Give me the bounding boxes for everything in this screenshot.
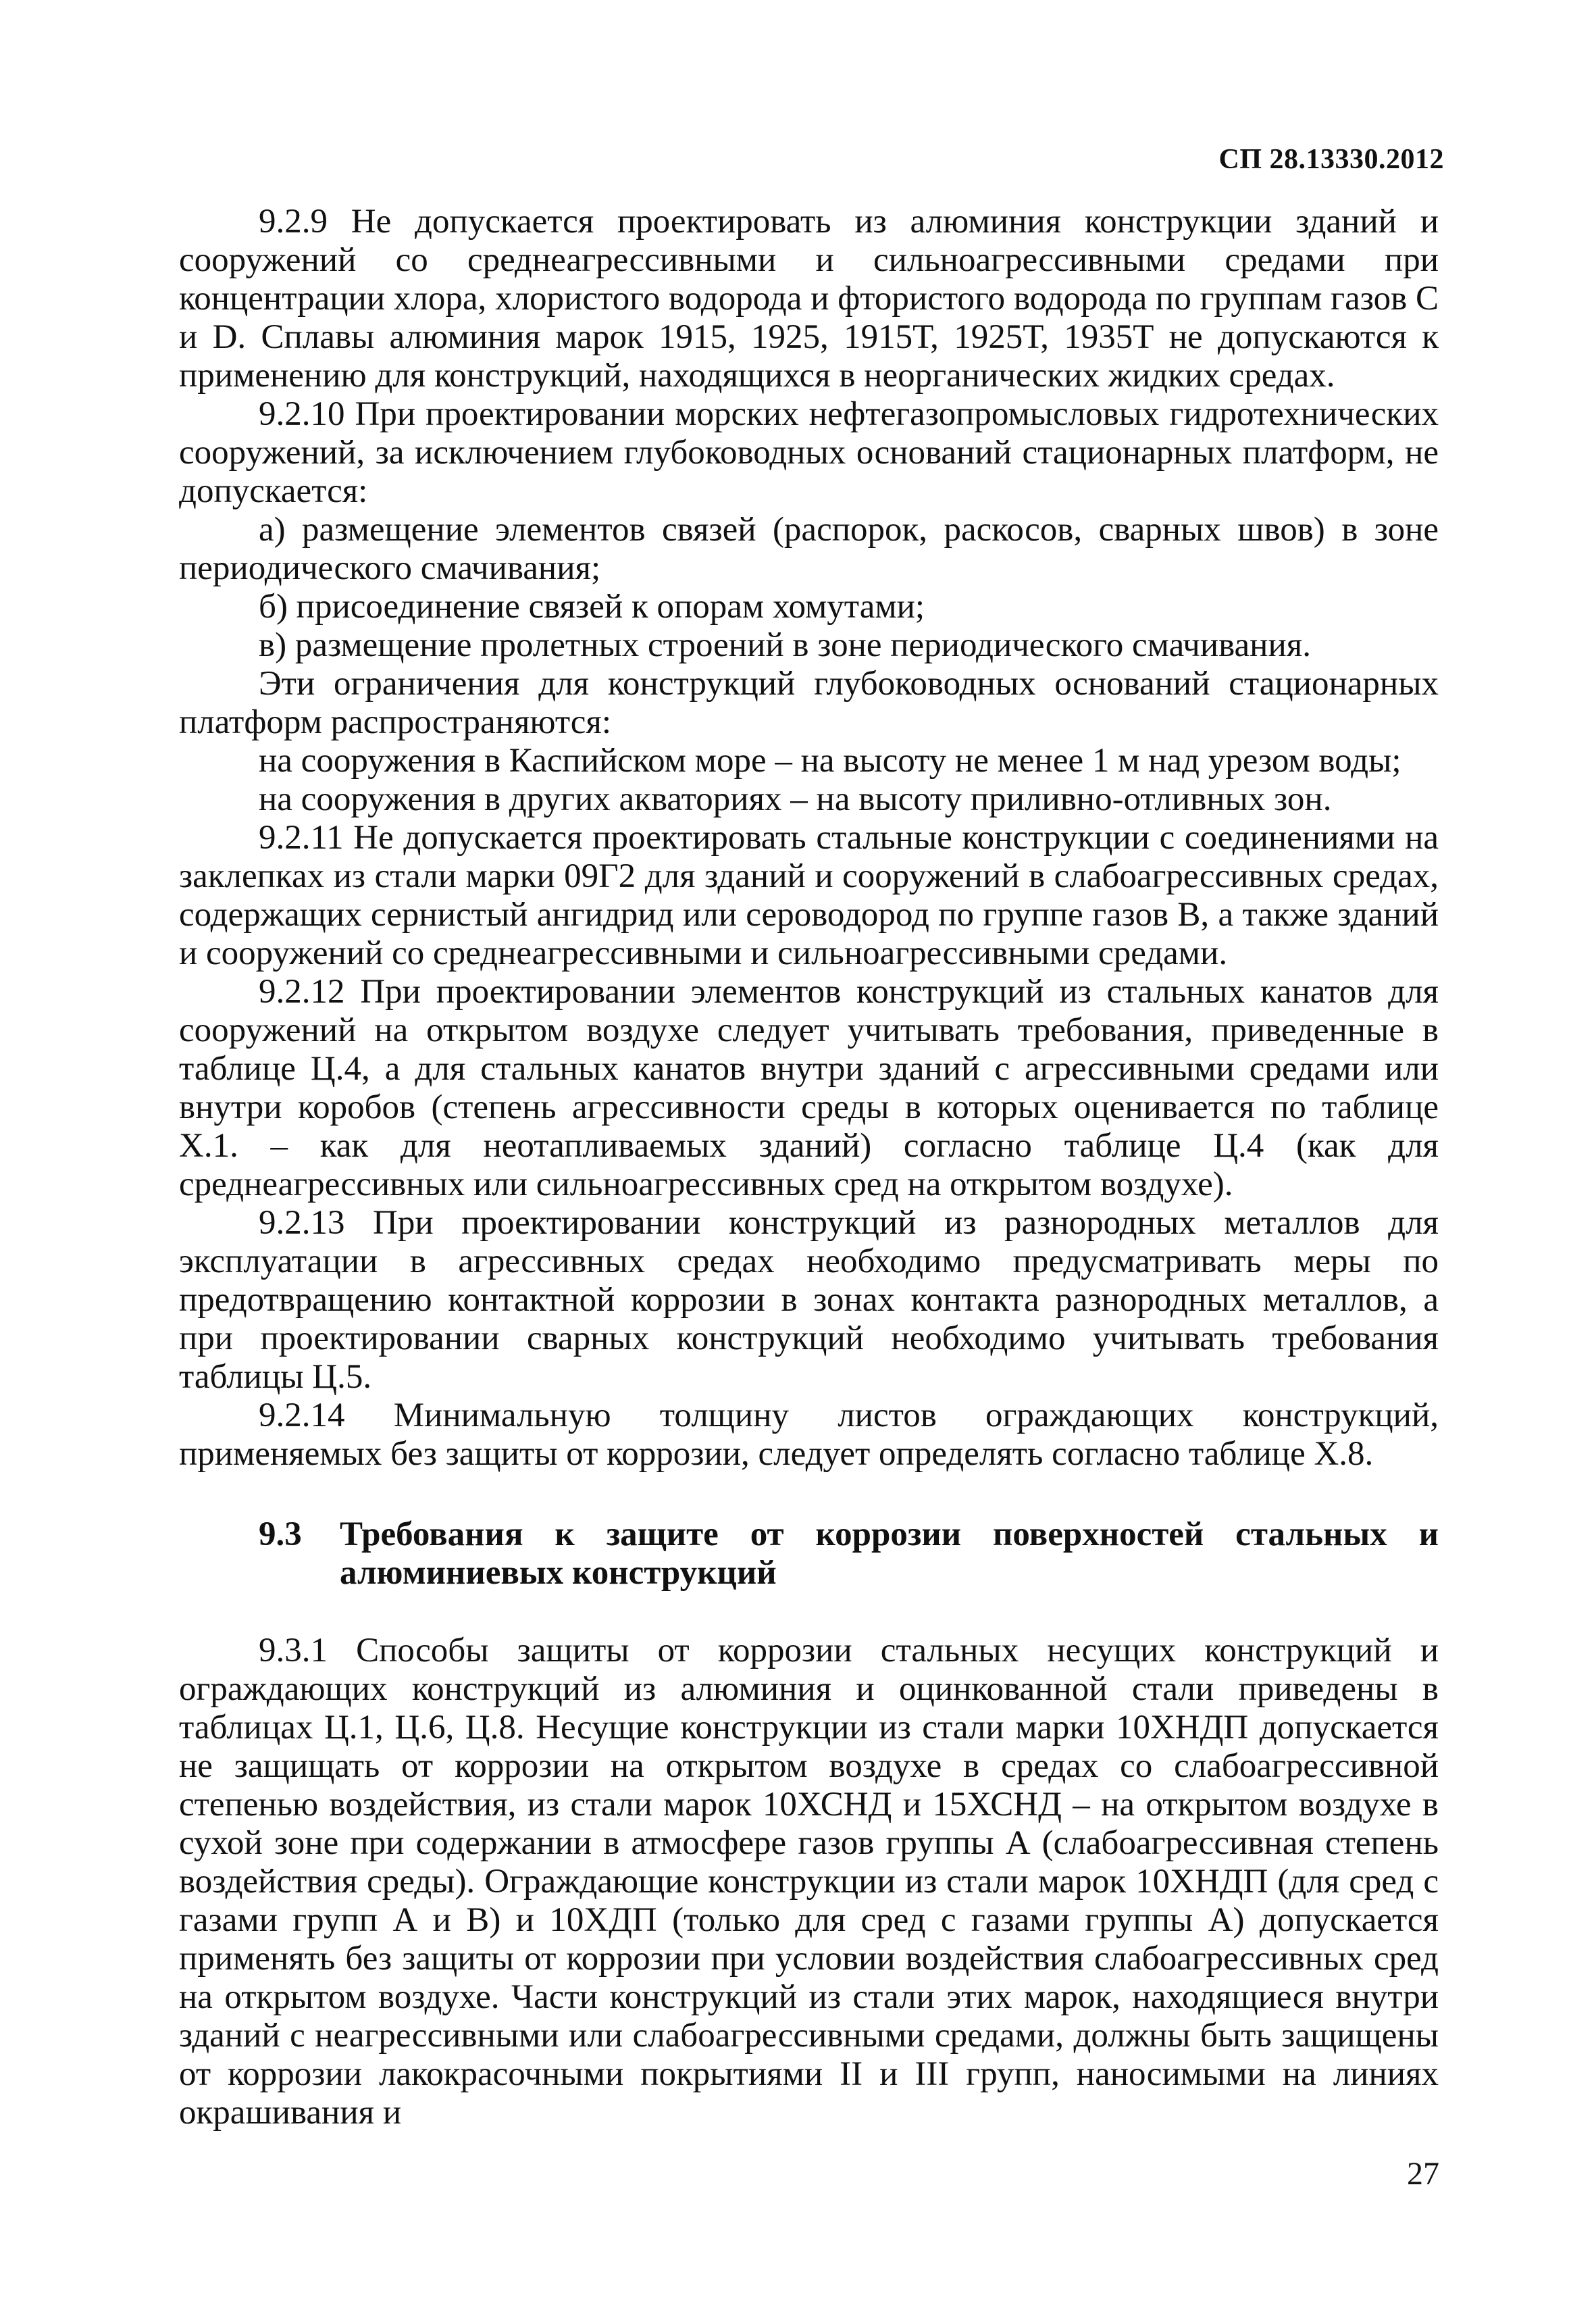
page-number: 27 [1407, 2156, 1439, 2192]
paragraph-9-2-13: 9.2.13 При проектировании конструкций из разнородных металлов для эксплуатации в агрессивных средах необходимо предусматривать меры по предотвращению контактной коррозии в зонах контакта разнородных металлов, а при проектировании сварных конструкций необходимо учитывать требования таблицы Ц.5. [179, 1204, 1439, 1396]
body-text [179, 203, 1439, 2132]
section-heading [259, 1515, 1439, 1592]
document-code: СП 28.13330.2012 [1218, 144, 1444, 175]
paragraph-9-2-10: 9.2.10 При проектировании морских нефтегазопромысловых гидротехнических сооружений, за исключением глубоководных оснований стационарных платформ, не допускается: [179, 395, 1439, 510]
paragraph-9-2-12: 9.2.12 При проектировании элементов конструкций из стальных канатов для сооружений на открытом воздухе следует учитывать требования, приведенные в таблице Ц.4, а для стальных канатов внутри зданий с агрессивными средами или внутри коробов (степень агрессивности среды в которых оценивается по таблице Х.1. – как для неотапливаемых зданий) согласно таблице Ц.4 (как для среднеагрессивных или сильноагрессивных сред на открытом воздухе). [179, 973, 1439, 1203]
paragraph-9-2-11: 9.2.11 Не допускается проектировать стальные конструкции с соединениями на заклепках из стали марки 09Г2 для зданий и сооружений в слабоагрессивных средах, содержащих сернистый ангидрид или сероводород по группе газов В, а также зданий и сооружений со среднеагрессивными и сильноагрессивными средами. [179, 819, 1439, 972]
list-item-a: а) размещение элементов связей (распорок, раскосов, сварных швов) в зоне периодического смачивания; [179, 511, 1439, 587]
paragraph-9-3-1: 9.3.1 Способы защиты от коррозии стальных несущих конструкций и ограждающих конструкций из алюминия и оцинкованной стали приведены в таблицах Ц.1, Ц.6, Ц.8. Несущие конструкции из стали марки 10ХНДП допускается не защищать от коррозии на открытом воздухе в средах со слабоагрессивной степенью воздействия, из стали марок 10ХСНД и 15ХСНД – на открытом воздухе в сухой зоне при содержании в атмосфере газов группы А (слабоагрессивная степень воздействия среды). Ограждающие конструкции из стали марок 10ХНДП (для сред с газами групп А и В) и 10ХДП (только для сред с газами группы А) допускается применять без защиты от коррозии при условии воздействия слабоагрессивных сред на открытом воздухе. Части конструкций из стали этих марок, находящиеся внутри зданий с неагрессивными или слабоагрессивными средами, должны быть защищены от коррозии лакокрасочными покрытиями II и III групп, наносимыми на линиях окрашивания и [179, 1632, 1439, 2132]
list-item-other-waters: на сооружения в других акваториях – на высоту приливно-отливных зон. [259, 780, 1332, 818]
paragraph-9-2-14: 9.2.14 Минимальную толщину листов ограждающих конструкций, применяемых без защиты от коррозии, следует определять согласно таблице Х.8. [179, 1397, 1439, 1473]
paragraph-9-2-9: 9.2.9 Не допускается проектировать из алюминия конструкции зданий и сооружений со среднеагрессивными и сильноагрессивными средами при концентрации хлора, хлористого водорода и фтористого водорода по группам газов С и D. Сплавы алюминия марок 1915, 1925, 1915Т, 1925Т, 1935Т не допускаются к применению для конструкций, находящихся в неорганических жидких средах. [179, 203, 1439, 395]
paragraph-restrictions: Эти ограничения для конструкций глубоководных оснований стационарных платформ распространяются: [179, 665, 1439, 741]
list-item-caspian: на сооружения в Каспийском море – на высоту не менее 1 м над урезом воды; [259, 742, 1401, 780]
list-item-v: в) размещение пролетных строений в зоне периодического смачивания. [259, 626, 1311, 664]
section-number: 9.3 [259, 1515, 302, 1553]
section-title: Требования к защите от коррозии поверхностей стальных и алюминиевых конструкций [340, 1515, 1439, 1592]
list-item-b: б) присоединение связей к опорам хомутами; [259, 588, 925, 626]
